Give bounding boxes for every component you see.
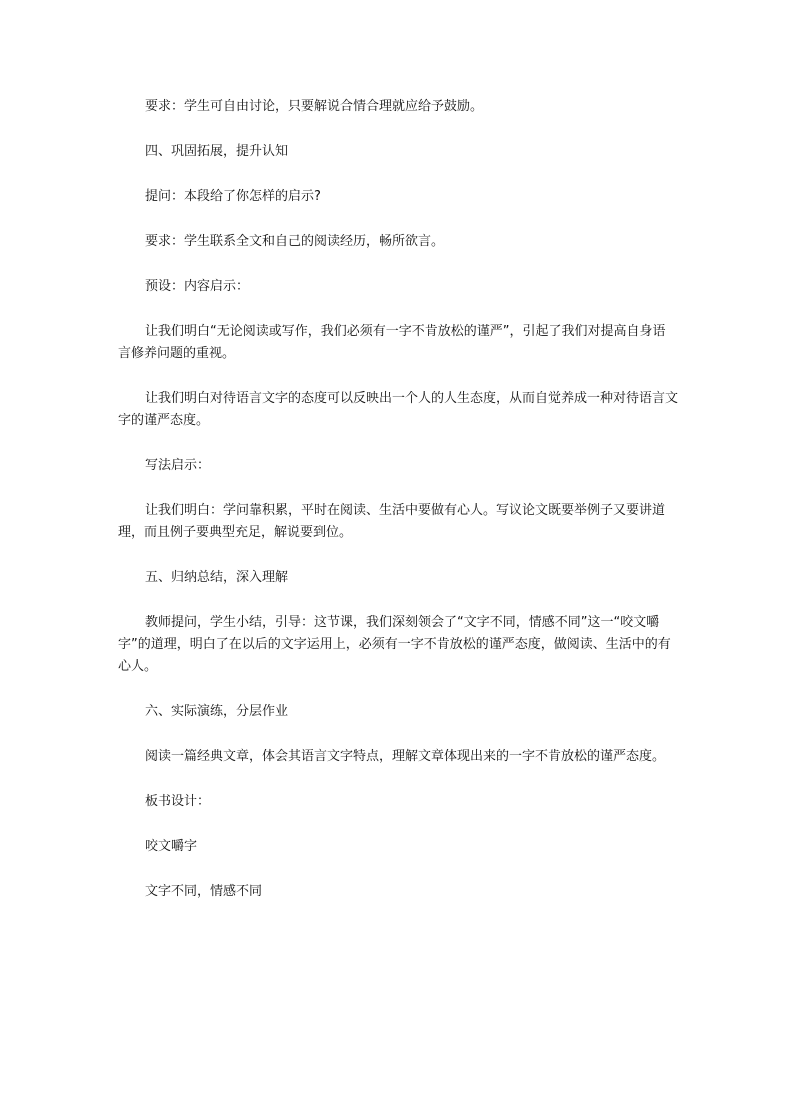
section-heading-5: 五、归纳总结，深入理解 (145, 570, 289, 585)
paragraph-requirement-discussion: 要求：学生可自由讨论，只要解说合情合理就应给予鼓励。 (145, 99, 484, 114)
section-heading-6: 六、实际演练，分层作业 (145, 704, 289, 719)
paragraph-homework: 阅读一篇经典文章，体会其语言文字特点，理解文章体现出来的一字不肯放松的谨严态度。 (145, 749, 666, 764)
paragraph-writing-insight-label: 写法启示： (145, 458, 211, 473)
document-body (118, 96, 678, 926)
paragraph-board-title: 咬文嚼字 (145, 839, 198, 854)
paragraph-content-insight-2: 让我们明白对待语言文字的态度可以反映出一个人的人生态度，从而自觉养成一种对待语言文字的谨严态度。 (118, 391, 679, 428)
paragraph-writing-insight: 让我们明白：学问靠积累，平时在阅读、生活中要做有心人。写议论文既要举例子又要讲道理，而且例子要典型充足，解说要到位。 (118, 503, 666, 540)
paragraph-summary: 教师提问，学生小结，引导：这节课，我们深刻领会了“文字不同，情感不同”这一“咬文嚼字”的道理，明白了在以后的文字运用上，必须有一字不肯放松的谨严态度，做阅读、生活中的有心人。 (118, 615, 671, 674)
section-heading-4: 四、巩固拓展，提升认知 (145, 144, 289, 159)
paragraph-preset-content: 预设：内容启示： (145, 279, 250, 294)
paragraph-question: 提问：本段给了你怎样的启示? (145, 189, 321, 204)
paragraph-content-insight-1: 让我们明白“无论阅读或写作，我们必须有一字不肯放松的谨严”，引起了我们对提高自身语言修养问题的重视。 (118, 324, 666, 361)
paragraph-board-subtitle: 文字不同，情感不同 (145, 884, 263, 899)
paragraph-board-design-label: 板书设计： (145, 794, 211, 809)
paragraph-requirement-reading: 要求：学生联系全文和自己的阅读经历，畅所欲言。 (145, 234, 445, 249)
